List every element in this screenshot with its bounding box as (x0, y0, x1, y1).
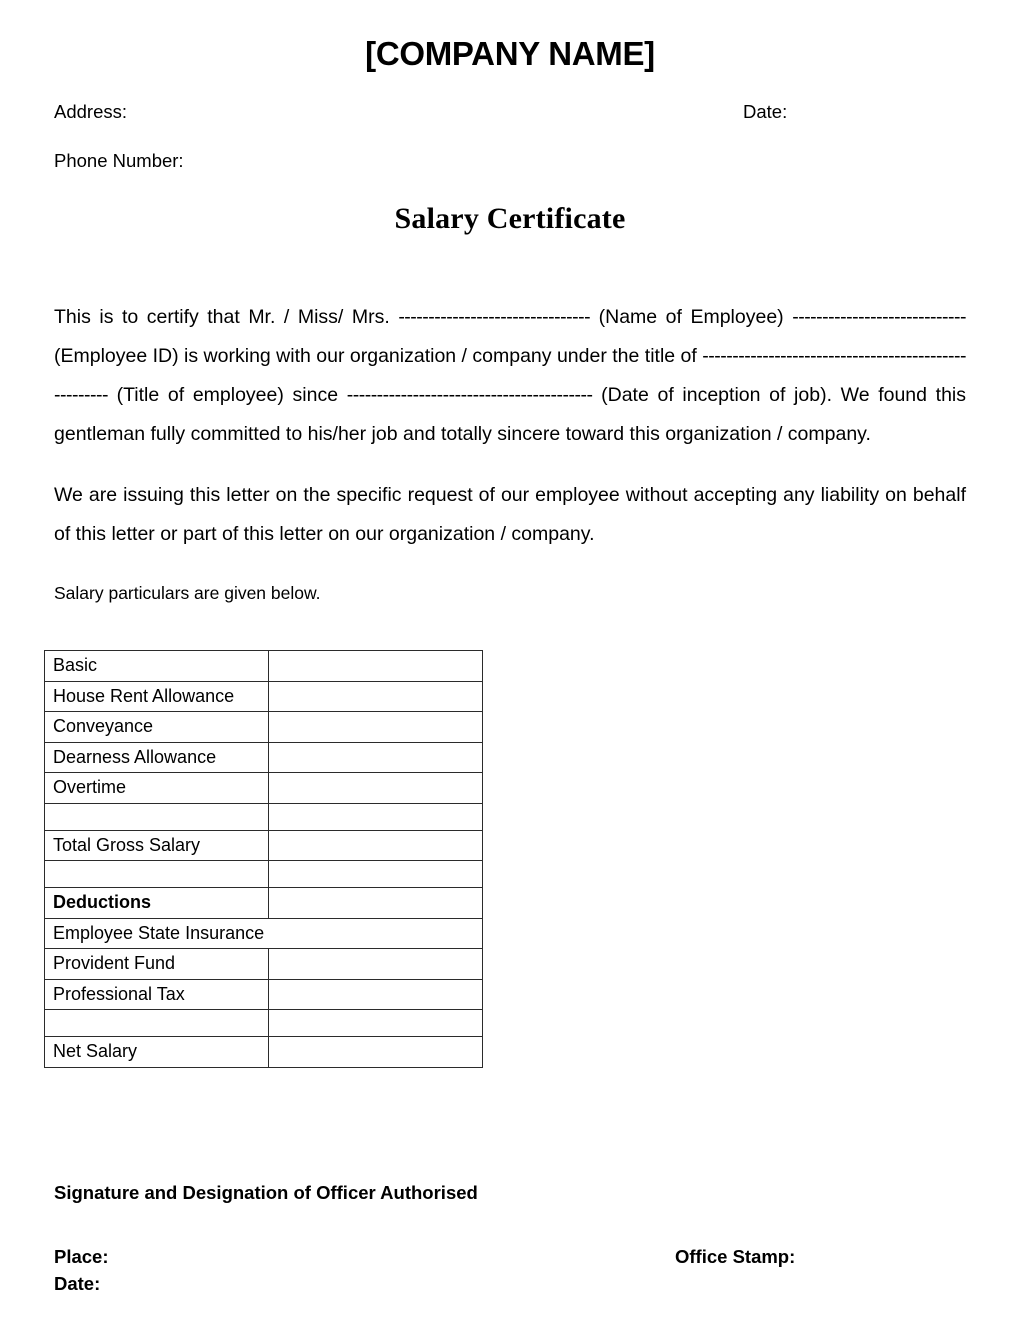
salary-item-label: Basic (45, 651, 269, 682)
table-row (45, 1010, 483, 1037)
salary-item-value[interactable] (269, 742, 483, 773)
blank-date-of-inception: ----------------------------------------- (346, 384, 593, 407)
salary-item-value[interactable] (269, 803, 483, 830)
table-row (45, 651, 483, 682)
name-of-employee-hint: (Name of Employee) (598, 306, 784, 329)
phone-number-row (0, 149, 1020, 174)
salary-item-value[interactable] (269, 1037, 483, 1068)
signature-designation-label: Signature and Designation of Officer Authorised (54, 1181, 478, 1203)
salary-item-label: Professional Tax (45, 979, 269, 1010)
salary-item-label: House Rent Allowance (45, 681, 269, 712)
salary-table-body (45, 651, 483, 1068)
table-row (45, 949, 483, 980)
salary-breakdown-table (44, 650, 483, 1068)
salary-item-value[interactable] (269, 712, 483, 743)
certify-text-mid: (Employee ID) is working with our organization / company under the title of (54, 345, 697, 368)
table-row (45, 712, 483, 743)
salary-item-label: Overtime (45, 773, 269, 804)
address-label: Address: (54, 101, 128, 123)
salary-item-label: Total Gross Salary (45, 830, 269, 861)
salary-item-label: Net Salary (45, 1037, 269, 1068)
table-row (45, 830, 483, 861)
letter-body (0, 236, 1020, 606)
table-row (45, 742, 483, 773)
place-stamp-row (54, 1244, 1020, 1271)
phone-number-label: Phone Number: (54, 150, 184, 172)
place-label: Place: (54, 1245, 109, 1267)
salary-item-value[interactable] (269, 681, 483, 712)
footer-date-row (54, 1271, 1020, 1298)
salary-item-value[interactable] (269, 918, 483, 949)
table-row (45, 681, 483, 712)
certify-text-intro: This is to certify that Mr. / Miss/ Mrs. (54, 306, 390, 329)
salary-item-value[interactable] (269, 773, 483, 804)
salary-item-value[interactable] (269, 888, 483, 919)
salary-item-label: Dearness Allowance (45, 742, 269, 773)
salary-item-value[interactable] (269, 949, 483, 980)
salary-item-value[interactable] (269, 1010, 483, 1037)
salary-particulars-note: Salary particulars are given below. (54, 583, 321, 604)
certification-paragraph (54, 298, 966, 454)
title-of-employee-hint: (Title of employee) since (116, 384, 339, 407)
table-row (45, 861, 483, 888)
header-date-label: Date: (743, 101, 788, 123)
document-title: Salary Certificate (394, 202, 626, 236)
salary-item-value[interactable] (269, 830, 483, 861)
blank-employee-name: -------------------------------- (398, 306, 591, 329)
table-row (45, 773, 483, 804)
salary-item-label (45, 861, 269, 888)
salary-table-container (0, 606, 1020, 1068)
table-row (45, 888, 483, 919)
table-row (45, 979, 483, 1010)
table-row (45, 803, 483, 830)
liability-paragraph: We are issuing this letter on the specific request of our employee without accepting any liability on behalf of this letter or part of this letter on our organization / company. (54, 484, 966, 546)
office-stamp-label: Office Stamp: (675, 1245, 796, 1267)
blank-employee-title: ----------------------------------------------------- (54, 345, 966, 407)
table-row (45, 1037, 483, 1068)
salary-item-label: Employee State Insurance (45, 918, 269, 949)
salary-item-label (45, 803, 269, 830)
blank-employee-id: ----------------------------- (792, 306, 967, 329)
certify-text-end: (Date of inception of job). We found this gentleman fully committed to his/her job and totally sincere toward this organization / company. (54, 384, 967, 446)
document-footer (0, 1068, 1020, 1298)
salary-item-label: Provident Fund (45, 949, 269, 980)
salary-item-value[interactable] (269, 979, 483, 1010)
salary-item-value[interactable] (269, 861, 483, 888)
salary-item-label (45, 1010, 269, 1037)
salary-item-label: Deductions (45, 888, 269, 919)
address-date-row (0, 100, 1020, 125)
salary-item-label: Conveyance (45, 712, 269, 743)
footer-date-label: Date: (54, 1272, 101, 1294)
salary-item-value[interactable] (269, 651, 483, 682)
table-row (45, 918, 483, 949)
company-name-heading: [COMPANY NAME] (365, 35, 655, 72)
